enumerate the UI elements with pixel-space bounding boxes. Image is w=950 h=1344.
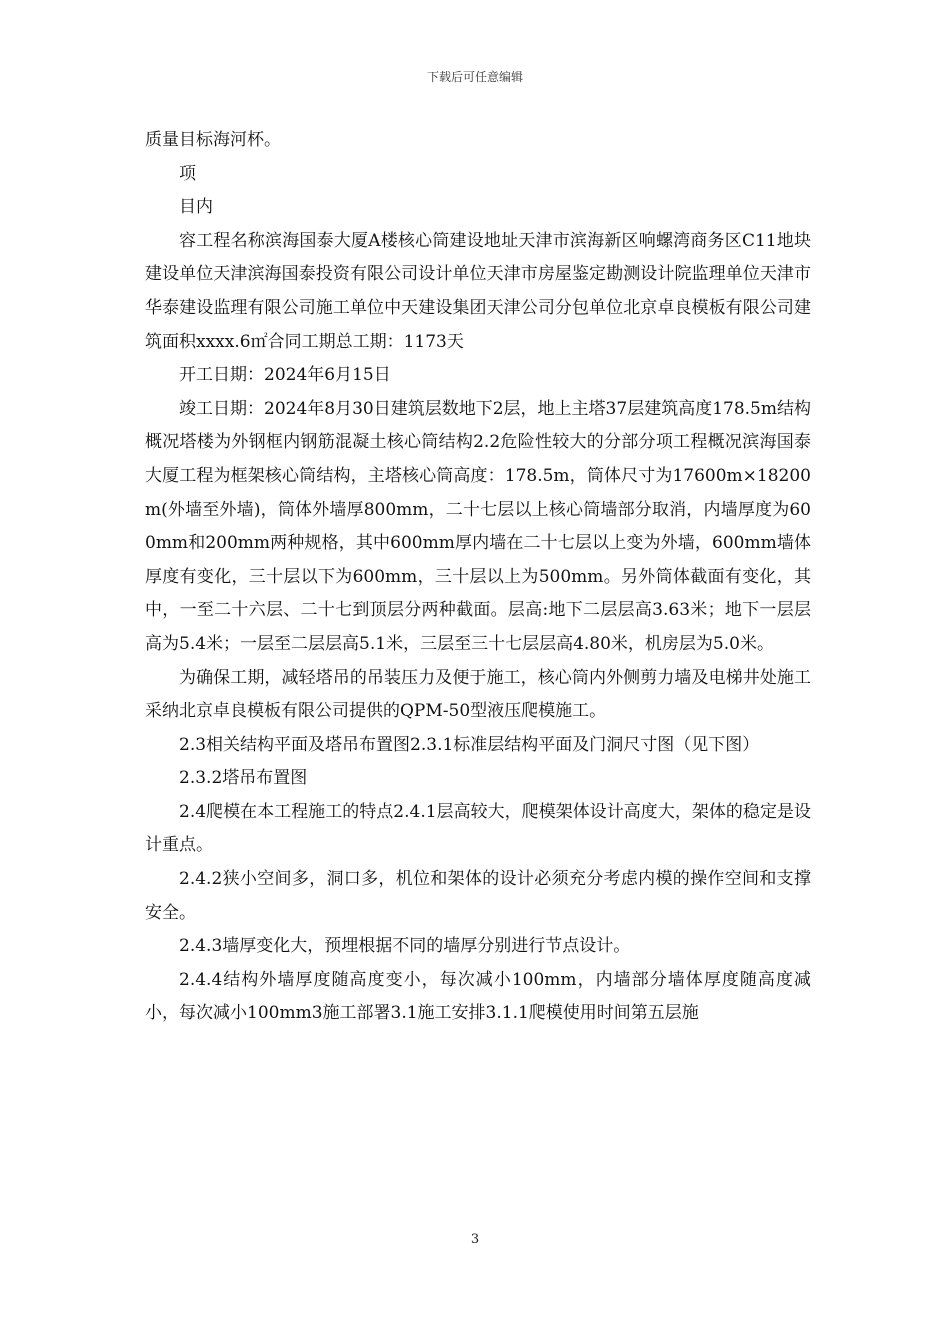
paragraph-section-2-3: 2.3相关结构平面及塔吊布置图2.3.1标准层结构平面及门洞尺寸图（见下图） <box>179 734 760 755</box>
paragraph-item-content: 目内 <box>179 197 213 218</box>
paragraph-item: 项 <box>179 163 196 184</box>
paragraph-project-info: 容工程名称滨海国泰大厦A楼核心筒建设地址天津市滨海新区响螺湾商务区C11地块建设单位天津滨海国泰投资有限公司设计单位天津市房屋鉴定勘测设计院监理单位天津市华泰建设监理有限公司施工单位中天建设集团天津公司分包单位北京卓良模板有限公司建筑面积xxxx.6㎡合同工期总工期：1173天 <box>145 230 811 352</box>
paragraph-section-2-4-3: 2.4.3墙厚变化大，预埋根据不同的墙厚分别进行节点设计。 <box>179 936 631 957</box>
paragraph-section-2-3-2: 2.3.2塔吊布置图 <box>179 768 308 789</box>
document-body <box>145 124 811 1031</box>
paragraph-completion-structure: 竣工日期：2024年8月30日建筑层数地下2层，地上主塔37层建筑高度178.5m结构概况塔楼为外钢框内钢筋混凝土核心筒结构2.2危险性较大的分部分项工程概况滨海国泰大厦工程为框架核心筒结构，主塔核心筒高度：178.5m，筒体尺寸为17600m×18200m(外墙至外墙)，筒体外墙厚800mm，二十七层以上核心筒墙部分取消，内墙厚度为600mm和200mm两种规格，其中600mm厚内墙在二十七层以上变为外墙，600mm墙体厚度有变化，三十层以下为600mm，三十层以上为500mm。另外筒体截面有变化，其中，一至二十六层、二十七到顶层分两种截面。层高:地下二层层高3.63米；地下一层层高为5.4米；一层至二层层高5.1米，三层至三十七层层高4.80米，机房层为5.0米。 <box>145 398 811 654</box>
page-number: 3 <box>470 1232 480 1247</box>
paragraph-start-date: 开工日期：2024年6月15日 <box>179 365 391 386</box>
paragraph-section-2-4-4: 2.4.4结构外墙厚度随高度变小，每次减小100mm，内墙部分墙体厚度随高度减小，每次减小100mm3施工部署3.1施工安排3.1.1爬模使用时间第五层施 <box>145 969 811 1024</box>
paragraph-section-2-4-2: 2.4.2狭小空间多，洞口多，机位和架体的设计必须充分考虑内模的操作空间和支撑安全。 <box>145 869 811 923</box>
paragraph-quality-goal: 质量目标海河杯。 <box>145 130 281 150</box>
paragraph-climbing-formwork: 为确保工期，减轻塔吊的吊装压力及便于施工，核心筒内外侧剪力墙及电梯井处施工采纳北京卓良模板有限公司提供的QPM-50型液压爬模施工。 <box>145 667 811 722</box>
page-header: 下载后可任意编辑 <box>426 70 523 84</box>
paragraph-section-2-4: 2.4爬模在本工程施工的特点2.4.1层高较大，爬模架体设计高度大，架体的稳定是设计重点。 <box>145 801 811 856</box>
